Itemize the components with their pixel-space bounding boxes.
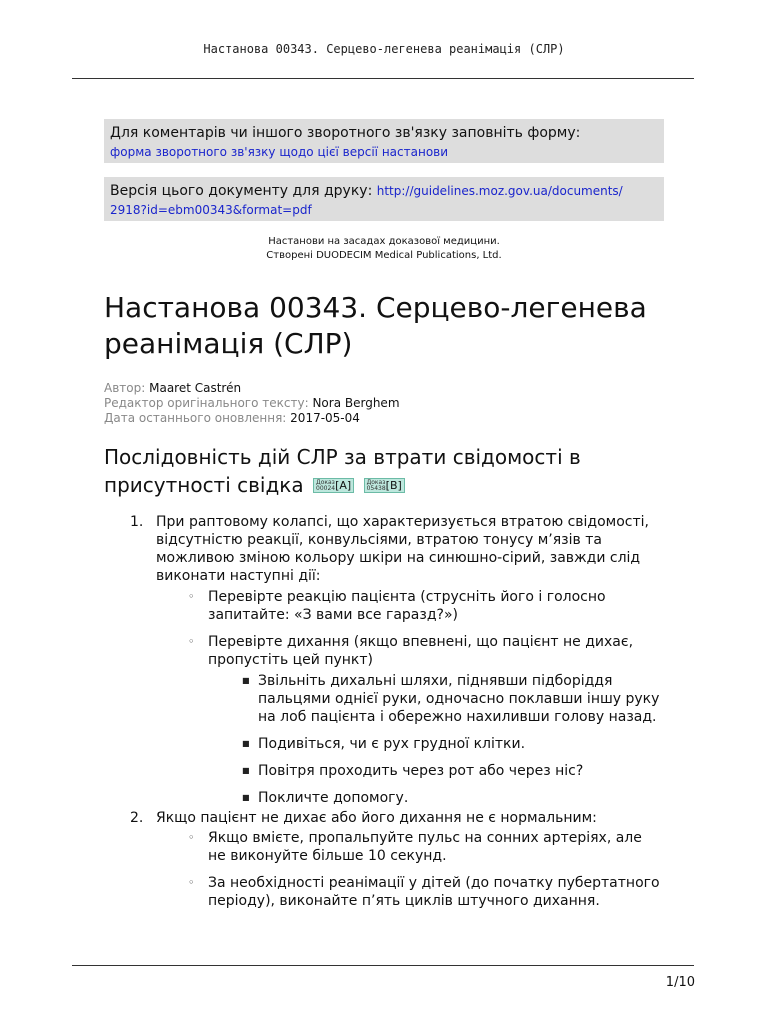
print-version-line [110, 182, 658, 201]
subsub-item-air [104, 762, 664, 780]
list-item-number: 1. [130, 514, 144, 530]
author-row [104, 381, 400, 396]
square-bullet-icon: ■ [242, 766, 250, 775]
footer-divider [72, 965, 694, 966]
ebm-note-line2: Створені DUODECIM Medical Publications, Ltd. [266, 250, 502, 261]
author-label: Автор: [104, 381, 146, 395]
subsub-item-text: Звільніть дихальні шляхи, піднявши підборіддя пальцями однієї руки, одночасно поклавши іншу руку на лоб пацієнта і обережно нахиливши голову назад. [258, 673, 660, 725]
subsub-item-airway [104, 672, 664, 726]
sub-item-check-response [104, 588, 664, 624]
evidence-level-a: [A] [335, 479, 352, 492]
document-title: Настанова 00343. Серцево-легенева реанімація (СЛР) [104, 291, 647, 360]
evidence-badge-a[interactable]: Доказ 00024 [A] [313, 478, 354, 493]
print-version-prompt: Версія цього документу для друку: [110, 183, 373, 199]
procedure-list [104, 513, 664, 919]
ebm-note-line1: Настанови на засадах доказової медицини. [268, 236, 500, 247]
sub-item-pulse [104, 829, 664, 865]
sub-item-text: Перевірте реакцію пацієнта (струсніть його і голосно запитайте: «З вами все гаразд?») [208, 589, 606, 623]
ebm-note [0, 235, 768, 263]
evidence-badge-b[interactable]: Доказ 05438 [B] [364, 478, 405, 493]
section-title [104, 443, 664, 499]
circle-bullet-icon: ◦ [188, 635, 195, 648]
running-header: Настанова 00343. Серцево-легенева реанімація (СЛР) [203, 42, 565, 56]
print-version-link-part1[interactable]: http://guidelines.moz.gov.ua/documents/ [376, 184, 623, 198]
circle-bullet-icon: ◦ [188, 590, 195, 603]
subsub-item-text: Подивіться, чи є рух грудної клітки. [258, 736, 526, 752]
circle-bullet-icon: ◦ [188, 831, 195, 844]
list-item-text: Якщо пацієнт не дихає або його дихання не є нормальним: [156, 810, 597, 826]
print-version-link-part2[interactable]: 2918?id=ebm00343&format=pdf [110, 203, 312, 217]
date-value: 2017-05-04 [290, 411, 360, 425]
feedback-box [104, 119, 664, 163]
list-item-text: При раптовому колапсі, що характеризується втратою свідомості, відсутністю реакції, конвульсіями, втратою тонусу м’язів та можливою зміною кольору шкіри на синюшно-сірий, завжди слід виконати наступні дії: [156, 514, 649, 584]
list-item-2 [104, 809, 664, 827]
sub-item-text: Перевірте дихання (якщо впевнені, що пацієнт не дихає, пропустіть цей пункт) [208, 634, 634, 668]
subsub-item-text: Повітря проходить через рот або через ніс? [258, 763, 584, 779]
print-version-box [104, 177, 664, 221]
sub-item-text: Якщо вмієте, пропальпуйте пульс на сонних артеріях, але не виконуйте більше 10 секунд. [208, 830, 642, 864]
circle-bullet-icon: ◦ [188, 876, 195, 889]
feedback-prompt: Для коментарів чи іншого зворотного зв'язку заповніть форму: [110, 125, 581, 141]
header-divider [72, 78, 694, 79]
date-row [104, 411, 400, 426]
sub-item-check-breathing [104, 633, 664, 669]
feedback-form-link[interactable]: форма зворотного зв'язку щодо цієї версії настанови [110, 145, 449, 159]
sub-item-text: За необхідності реанімації у дітей (до початку пубертатного періоду), виконайте п’ять циклів штучного дихання. [208, 875, 660, 909]
editor-row [104, 396, 400, 411]
document-meta [104, 381, 400, 426]
square-bullet-icon: ■ [242, 793, 250, 802]
list-item-1 [104, 513, 664, 585]
square-bullet-icon: ■ [242, 739, 250, 748]
subsub-item-text: Покличте допомогу. [258, 790, 409, 806]
list-item-number: 2. [130, 810, 144, 826]
date-label: Дата останнього оновлення: [104, 411, 287, 425]
editor-value: Nora Berghem [312, 396, 400, 410]
page-number: 1/10 [665, 975, 695, 990]
editor-label: Редактор оригінального тексту: [104, 396, 309, 410]
subsub-item-chest [104, 735, 664, 753]
subsub-item-call-help [104, 789, 664, 807]
section-title-text: Послідовність дій СЛР за втрати свідомості в присутності свідка [104, 445, 581, 497]
square-bullet-icon: ■ [242, 676, 250, 685]
sub-item-children [104, 874, 664, 910]
evidence-level-b: [B] [385, 479, 402, 492]
author-value: Maaret Castrén [149, 381, 242, 395]
